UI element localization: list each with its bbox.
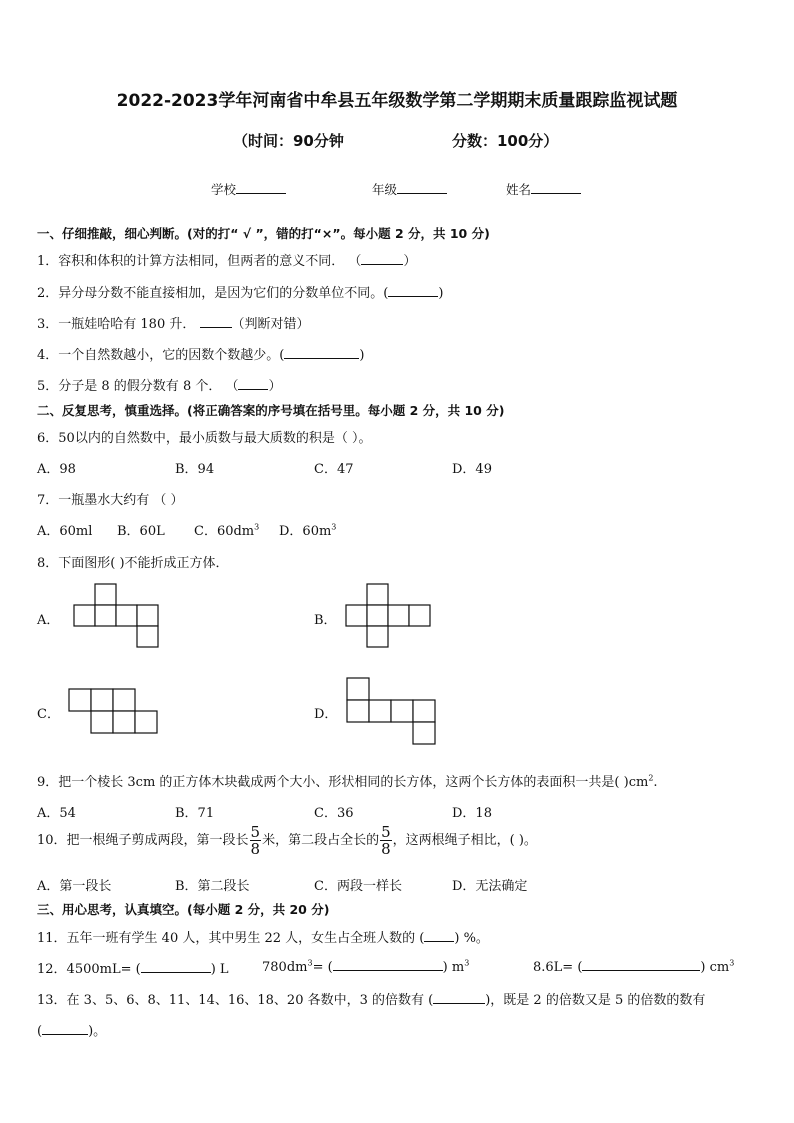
q9-option-b: B．71: [175, 806, 215, 821]
name-field: 姓名: [506, 180, 581, 198]
question-12c: 8.6L= ( ) $cm^3$: [533, 958, 735, 975]
cube-net-d: [346, 677, 438, 747]
cube-net-c: [68, 688, 160, 736]
section-3-heading: 三、用心思考，认真填空。(每小题 2 分，共 20 分): [37, 902, 330, 917]
question-9: 9．把一个棱长 3cm 的正方体木块截成两个大小、形状相同的长方体，这两个长方体的表面积一共是( )$cm^2$.: [37, 773, 658, 790]
question-4: 4．一个自然数越小，它的因数个数越少。( ): [37, 348, 365, 363]
q8-option-d: D．: [314, 707, 338, 722]
q9-option-d: D．18: [452, 806, 492, 821]
q7-option-c: C．$60dm^3$: [194, 522, 260, 539]
q10-option-c: C．两段一样长: [314, 879, 402, 894]
fraction-five-eighths: $\frac{5}{8}$: [381, 823, 391, 858]
q6-option-a: A．98: [37, 462, 76, 477]
question-11: 11．五年一班有学生 40 人，其中男生 22 人，女生占全班人数的 ( ) %。: [37, 931, 489, 946]
q6-option-c: C．47: [314, 462, 354, 477]
q7-option-a: A．60ml: [37, 524, 93, 539]
page-title: 2022-2023学年河南省中牟县五年级数学第二学期期末质量跟踪监视试题: [116, 91, 678, 111]
q9-option-a: A．54: [37, 806, 76, 821]
q8-option-b: B．: [314, 613, 337, 628]
q10-option-a: A．第一段长: [37, 879, 112, 894]
question-12b: $780dm^3=$ ( ) $m^3$: [262, 958, 470, 975]
question-5: 5．分子是 8 的假分数有 8 个． （ ）: [37, 379, 282, 394]
q7-option-d: D．$60m^3$: [279, 522, 337, 539]
question-2: 2．异分母分数不能直接相加，是因为它们的分数单位不同。( ): [37, 286, 444, 301]
question-8: 8．下面图形( )不能折成正方体．: [37, 556, 229, 571]
cube-net-b: [345, 583, 435, 653]
q6-option-d: D．49: [452, 462, 492, 477]
question-13: 13．在 3、5、6、8、11、14、16、18、20 各数中，3 的倍数有 ( )，既是 2 的倍数又是 5 的倍数的数有: [37, 993, 706, 1008]
exam-score: 分数：100分）: [452, 132, 559, 150]
question-13-line2: ( )。: [37, 1024, 107, 1039]
cube-net-a: [73, 583, 163, 653]
question-3: 3．一瓶娃哈哈有 180 升． （判断对错）: [37, 317, 310, 332]
question-1: 1．容积和体积的计算方法相同，但两者的意义不同． （ ）: [37, 254, 417, 269]
q9-option-c: C．36: [314, 806, 354, 821]
q10-option-b: B．第二段长: [175, 879, 250, 894]
question-10: 10．把一根绳子剪成两段，第一段长 $\frac{5}{8}$ 米，第二段占全长的 $\frac{5}{8}$ ，这两根绳子相比，( )。: [37, 823, 537, 858]
q10-option-d: D．无法确定: [452, 879, 528, 894]
section-1-heading: 一、仔细推敲，细心判断。(对的打“ √ ”，错的打“×”。每小题 2 分，共 10 分): [37, 226, 490, 241]
exam-time: （时间：90分钟: [233, 132, 344, 150]
question-6: 6．50以内的自然数中，最小质数与最大质数的积是（ ）。: [37, 431, 372, 446]
question-12a: 12．4500mL= ( ) L: [37, 962, 229, 977]
q8-option-a: A．: [37, 613, 60, 628]
q8-option-c: C．: [37, 707, 60, 722]
grade-field: 年级: [372, 180, 447, 198]
section-2-heading: 二、反复思考，慎重选择。(将正确答案的序号填在括号里。每小题 2 分，共 10 分): [37, 403, 505, 418]
school-field: 学校: [211, 180, 286, 198]
q7-option-b: B．60L: [117, 524, 165, 539]
fraction-five-eighths: $\frac{5}{8}$: [250, 823, 261, 858]
question-7: 7．一瓶墨水大约有 （ ）: [37, 493, 184, 508]
q6-option-b: B．94: [175, 462, 215, 477]
